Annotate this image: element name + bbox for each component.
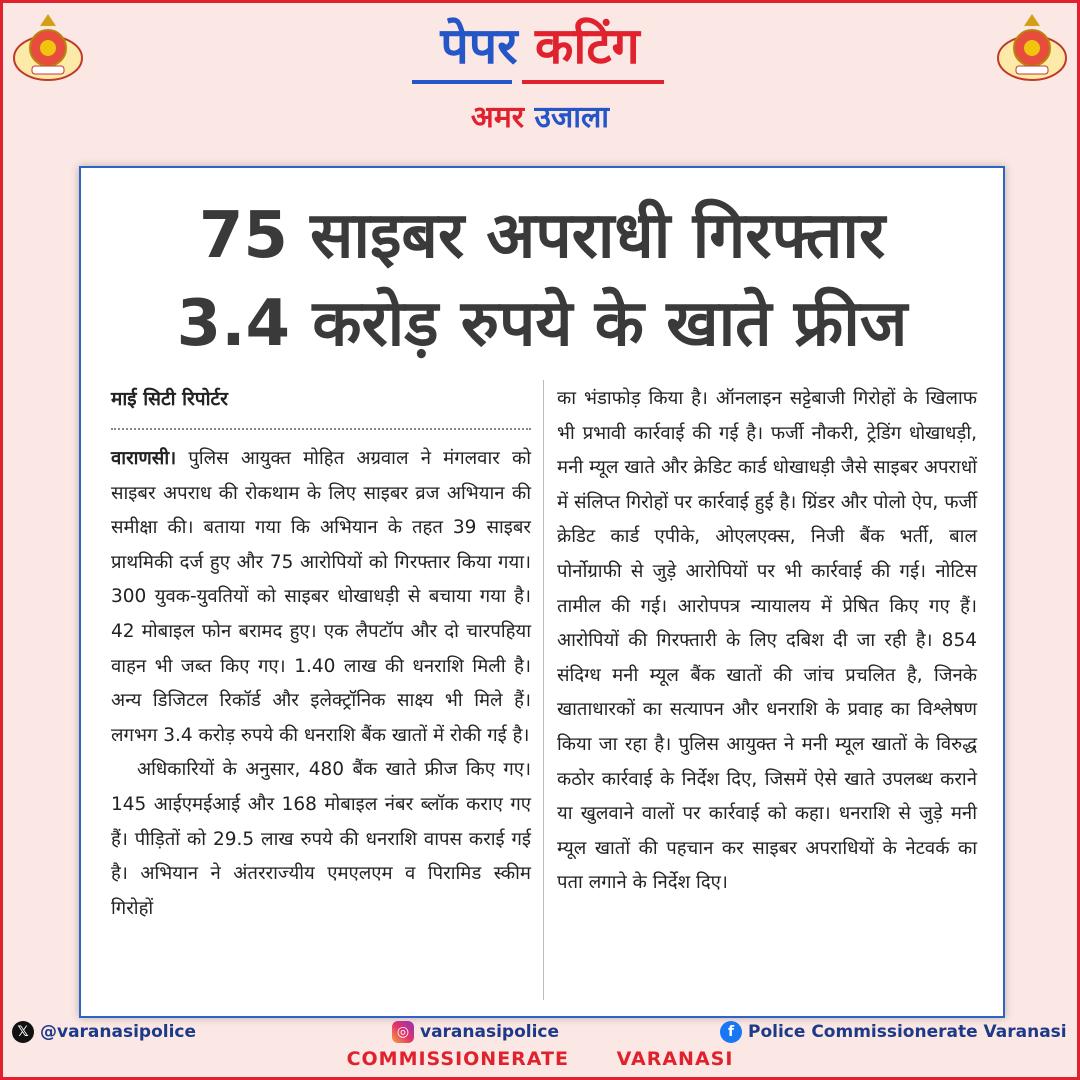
newspaper-name	[0, 98, 1080, 138]
article-paragraph-2: अधिकारियों के अनुसार, 480 बैंक खाते फ्रीज किए गए। 145 आईएमईआई और 168 मोबाइल नंबर ब्लॉक कराए गए हैं। पीड़ितों को 29.5 लाख रुपये की धनराशि वापस कराई गई है। अभियान ने अंतरराज्यीय एमएलएम व पिरामिड स्कीम गिरोहों	[111, 759, 531, 919]
page-title	[0, 14, 1080, 78]
x-handle[interactable]	[12, 1020, 196, 1044]
paragraph-1-text: पुलिस आयुक्त मोहित अग्रवाल ने मंगलवार को साइबर अपराध की रोकथाम के लिए साइबर व्रज अभियान की समीक्षा की। बताया गया कि अभियान के तहत 39 साइबर प्राथमिकी दर्ज हुए और 75 आरोपियों को गिरफ्तार किया गया। 300 युवक-युवतियों को साइबर धोखाधड़ी से बचाया गया है। 42 मोबाइल फोन बरामद हुए। एक लैपटॉप और दो चारपहिया वाहन भी जब्त किए गए। 1.40 लाख की धनराशि मिली है। अन्य डिजिटल रिकॉर्ड और इलेक्ट्रॉनिक साक्ष्य भी मिले हैं। लगभग 3.4 करोड़ रुपये की धनराशि बैंक खातों में रोकी गई है।	[111, 448, 531, 746]
newspaper-word1: अमर	[470, 100, 525, 135]
article-column-right	[557, 382, 977, 901]
instagram-handle[interactable]	[392, 1020, 559, 1044]
column-divider	[543, 380, 544, 1000]
title-word-cutting: कटिंग	[534, 17, 640, 75]
underline-blue	[412, 80, 512, 84]
article-column-left	[111, 382, 531, 926]
underline-red	[522, 80, 664, 84]
headline-line1: 75 साइबर अपराधी गिरफ्तार	[198, 199, 886, 273]
byline: माई सिटी रिपोर्टर	[111, 382, 531, 430]
title-word-paper: पेपर	[440, 17, 518, 75]
instagram-icon: ◎	[392, 1021, 414, 1043]
facebook-icon: f	[720, 1021, 742, 1043]
newspaper-word2: उजाला	[534, 100, 610, 135]
article-paragraph-1	[111, 442, 531, 753]
dateline: वाराणसी।	[111, 448, 177, 469]
headline-line2: 3.4 करोड़ रुपये के खाते फ्रीज	[176, 287, 908, 361]
instagram-handle-text: varanasipolice	[420, 1022, 560, 1042]
x-handle-text: @varanasipolice	[40, 1022, 197, 1042]
facebook-page-text: Police Commissionerate Varanasi	[748, 1022, 1067, 1042]
commissionerate-label: COMMISSIONERATE VARANASI	[346, 1048, 734, 1070]
title-underline	[412, 80, 664, 84]
x-logo-icon: 𝕏	[12, 1021, 34, 1043]
newspaper-clipping	[79, 166, 1005, 1018]
facebook-page[interactable]	[720, 1020, 1067, 1044]
article-paragraph-3: का भंडाफोड़ किया है। ऑनलाइन सट्टेबाजी गिरोहों के खिलाफ भी प्रभावी कार्रवाई की गई है। फर्जी नौकरी, ट्रेडिंग धोखाधड़ी, मनी म्यूल खाते और क्रेडिट कार्ड धोखाधड़ी जैसे साइबर अपराधों में संलिप्त गिरोहों पर कार्रवाई हुई है। ग्रिंडर और पोलो ऐप, फर्जी क्रेडिट कार्ड एपीके, ओएलएक्स, निजी बैंक भर्ती, बाल पोर्नोग्राफी से जुड़े आरोपियों पर भी कार्रवाई की गई। नोटिस तामील की गई। आरोपपत्र न्यायालय में प्रेषित किए गए हैं। आरोपियों की गिरफ्तारी के लिए दबिश दी जा रही है। 854 संदिग्ध मनी म्यूल बैंक खातों की जांच प्रचलित है, जिनके खाताधारकों का सत्यापन और धनराशि के प्रवाह का विश्लेषण किया जा रहा है। पुलिस आयुक्त ने मनी म्यूल खातों के विरुद्ध कठोर कार्रवाई के निर्देश दिए, जिसमें ऐसे खाते उपलब्ध कराने या खुलवाने वालों पर कार्रवाई को कहा। धनराशि से जुड़े मनी म्यूल खातों की पहचान कर साइबर अपराधियों के नेटवर्क का पता लगाने के निर्देश दिए।	[557, 388, 977, 894]
